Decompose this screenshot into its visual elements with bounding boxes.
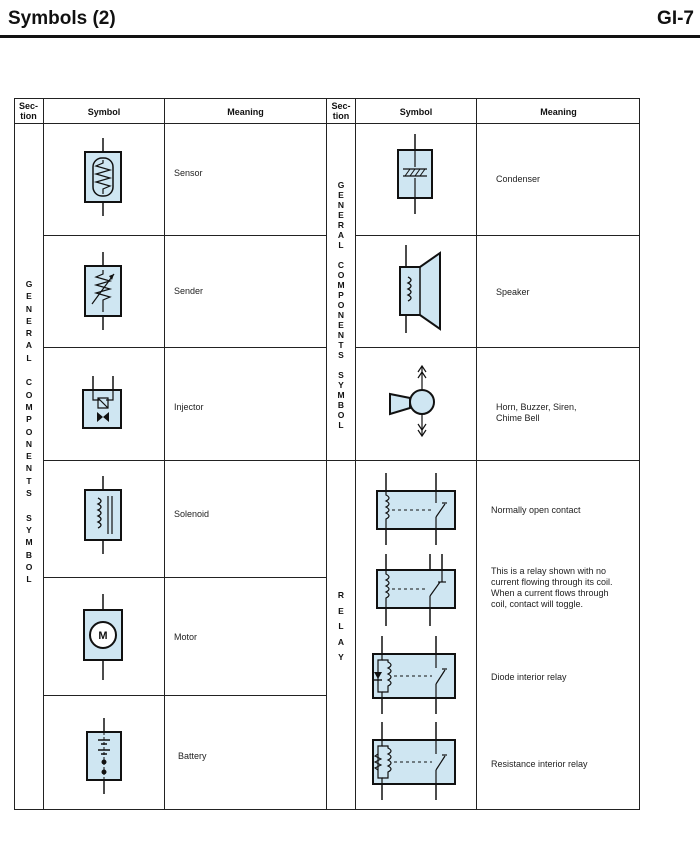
page-title: Symbols (2)	[8, 8, 116, 29]
section-letter: A	[337, 636, 345, 647]
section-letter: E	[338, 320, 344, 330]
section-letter: G	[337, 180, 345, 190]
page-header	[0, 0, 700, 38]
section-letter: R	[25, 328, 33, 339]
section-letter: L	[26, 574, 32, 585]
diode-interior-relay-icon	[368, 636, 462, 716]
section-letter: P	[338, 290, 344, 300]
section-letter: N	[337, 200, 345, 210]
section-letter	[334, 250, 348, 260]
normally-open-contact-icon	[372, 473, 462, 549]
meaning-normally-open: Normally open contact	[491, 505, 581, 515]
battery-icon	[82, 718, 126, 798]
section-letter: L	[26, 352, 32, 363]
section-label-relay	[334, 588, 348, 666]
section-letter: N	[337, 330, 345, 340]
section-letter: M	[337, 390, 345, 400]
sensor-icon	[78, 138, 128, 218]
section-letter	[22, 499, 36, 511]
section-letter: O	[25, 389, 33, 400]
meaning-injector: Injector	[174, 402, 204, 412]
meaning-motor: Motor	[174, 632, 198, 642]
section-letter: O	[25, 426, 33, 437]
meaning-sensor: Sensor	[174, 168, 203, 178]
col-meaning-left: Meaning	[227, 107, 264, 117]
section-letter: M	[25, 401, 33, 412]
section-letter: E	[338, 210, 344, 220]
section-letter: C	[25, 377, 33, 388]
section-letter: T	[338, 340, 344, 350]
col-section-left: Sec- tion	[18, 101, 38, 121]
section-letter: R	[337, 590, 345, 600]
section-letter: E	[26, 291, 32, 302]
section-letter: E	[338, 190, 344, 200]
section-label-left	[22, 278, 36, 585]
section-letter: M	[337, 280, 345, 290]
relay-toggle-icon	[372, 554, 462, 630]
section-letter: E	[338, 605, 344, 616]
section-letter: N	[25, 303, 33, 314]
meaning-speaker: Speaker	[496, 287, 530, 297]
section-letter: S	[26, 512, 32, 523]
section-letter: S	[338, 370, 344, 380]
section-letter: Y	[338, 380, 344, 390]
meaning-sender: Sender	[174, 286, 204, 296]
section-letter: M	[25, 537, 33, 548]
section-letter: N	[337, 310, 345, 320]
condenser-icon	[390, 134, 440, 218]
meaning-solenoid: Solenoid	[174, 509, 210, 519]
section-letter: S	[26, 488, 32, 499]
meaning-condenser: Condenser	[496, 174, 541, 184]
col-symbol-left: Symbol	[87, 107, 121, 117]
section-letter: A	[337, 230, 345, 240]
meaning-battery: Battery	[178, 751, 207, 761]
meaning-horn: Horn, Buzzer, Siren, Chime Bell	[496, 402, 577, 423]
meaning-resistance-relay: Resistance interior relay	[491, 759, 588, 769]
section-letter: O	[337, 300, 345, 310]
svg-text:M: M	[98, 630, 108, 642]
section-letter: G	[25, 279, 33, 289]
section-letter: O	[337, 410, 345, 420]
section-letter: L	[338, 240, 344, 250]
sender-icon	[78, 252, 128, 332]
section-letter: R	[337, 220, 345, 230]
section-letter: Y	[338, 652, 344, 662]
section-letter: T	[26, 475, 32, 486]
col-meaning-right: Meaning	[540, 107, 577, 117]
section-letter: Y	[26, 524, 32, 535]
section-letter: O	[25, 561, 33, 572]
resistance-interior-relay-icon	[368, 722, 462, 802]
section-letter: B	[25, 549, 33, 560]
meaning-relay-toggle: This is a relay shown with no current flowing through its coil. When a current flows through coil, contact will toggle.	[491, 566, 613, 609]
section-letter	[22, 364, 36, 376]
speaker-icon	[394, 245, 450, 337]
section-letter: A	[25, 340, 33, 351]
col-section-right: Sec- tion	[331, 101, 351, 121]
horn-icon	[386, 362, 446, 440]
section-letter	[334, 360, 348, 370]
section-letter: B	[337, 400, 345, 410]
section-letter: S	[338, 350, 344, 360]
col-symbol-right: Symbol	[399, 107, 433, 117]
section-letter: C	[337, 260, 345, 270]
section-letter: N	[25, 438, 33, 449]
section-letter: L	[338, 420, 344, 430]
section-letter: E	[26, 315, 32, 326]
section-letter: N	[25, 463, 33, 474]
injector-icon	[78, 370, 128, 450]
section-letter: E	[26, 451, 32, 462]
section-letter: O	[337, 270, 345, 280]
solenoid-icon	[78, 476, 128, 556]
page-code: GI-7	[657, 8, 694, 29]
motor-icon	[78, 594, 128, 684]
section-label-right-general	[334, 180, 348, 430]
section-letter: P	[26, 414, 32, 425]
meaning-diode-relay: Diode interior relay	[491, 672, 567, 682]
section-letter: L	[338, 621, 344, 631]
